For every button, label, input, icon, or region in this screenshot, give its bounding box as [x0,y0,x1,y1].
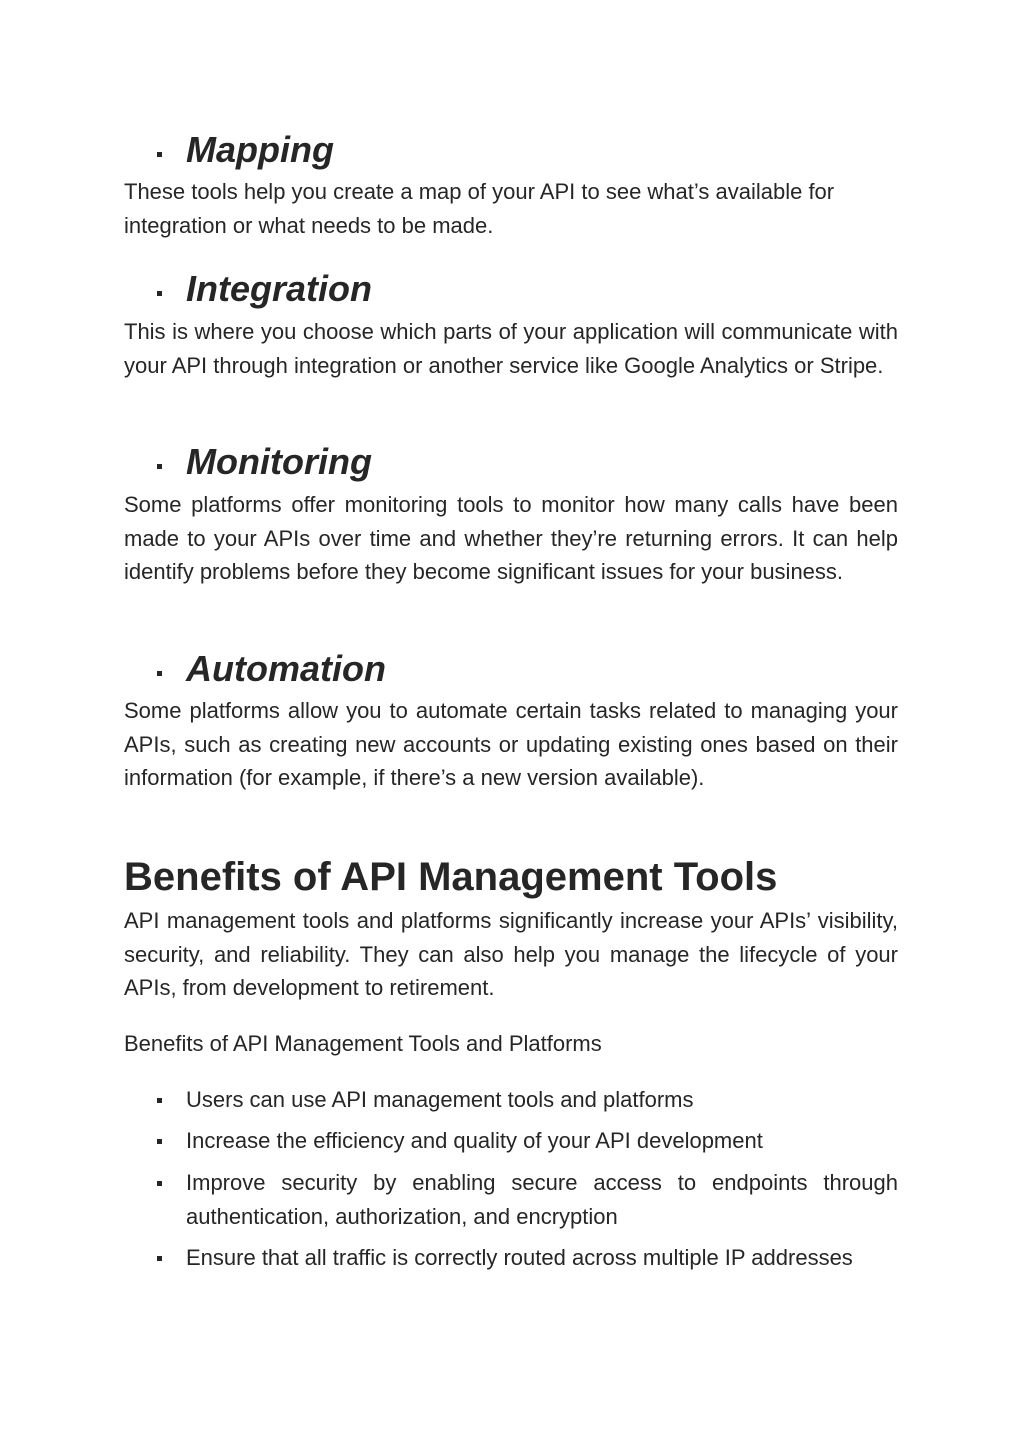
section-title: Automation [186,648,386,689]
bullet-icon [157,1256,162,1261]
list-item-text: Increase the efficiency and quality of your API development [186,1128,763,1153]
section-body-monitoring: Some platforms offer monitoring tools to monitor how many calls have been made to your APIs over time and whether they’re returning errors. It can help identify problems before they become significant issues for your business. [124,492,898,584]
bullet-icon [157,152,162,157]
list-item-text: Ensure that all traffic is correctly routed across multiple IP addresses [186,1245,853,1270]
bullet-icon [157,1181,162,1186]
bullet-icon [157,671,162,676]
benefits-list-title: Benefits of API Management Tools and Platforms [124,1031,602,1056]
bullet-icon [157,1098,162,1103]
section-title: Monitoring [186,441,372,482]
list-item-text: Improve security by enabling secure access to endpoints through authentication, authorization, and encryption [186,1170,898,1229]
section-heading-integration [124,269,898,309]
section-body-mapping: These tools help you create a map of your API to see what’s available for integration or what needs to be made. [124,179,835,238]
section-heading-monitoring [124,442,898,482]
section-heading-mapping [124,130,898,170]
section-title: Integration [186,268,372,309]
benefits-intro: API management tools and platforms significantly increase your APIs’ visibility, security, and reliability. They can also help you manage the lifecycle of your APIs, from development to retirement. [124,908,898,1000]
bullet-icon [157,1139,162,1144]
list-item-text: Users can use API management tools and platforms [186,1087,694,1112]
bullet-icon [157,464,162,469]
section-body-integration: This is where you choose which parts of your application will communicate with your API through integration or another service like Google Analytics or Stripe. [124,319,898,378]
benefits-heading: Benefits of API Management Tools [124,855,778,899]
section-title: Mapping [186,129,334,170]
section-heading-automation [124,649,898,689]
section-body-automation: Some platforms allow you to automate certain tasks related to managing your APIs, such as creating new accounts or updating existing ones based on their information (for example, if there’s a new version available). [124,698,898,790]
bullet-icon [157,291,162,296]
